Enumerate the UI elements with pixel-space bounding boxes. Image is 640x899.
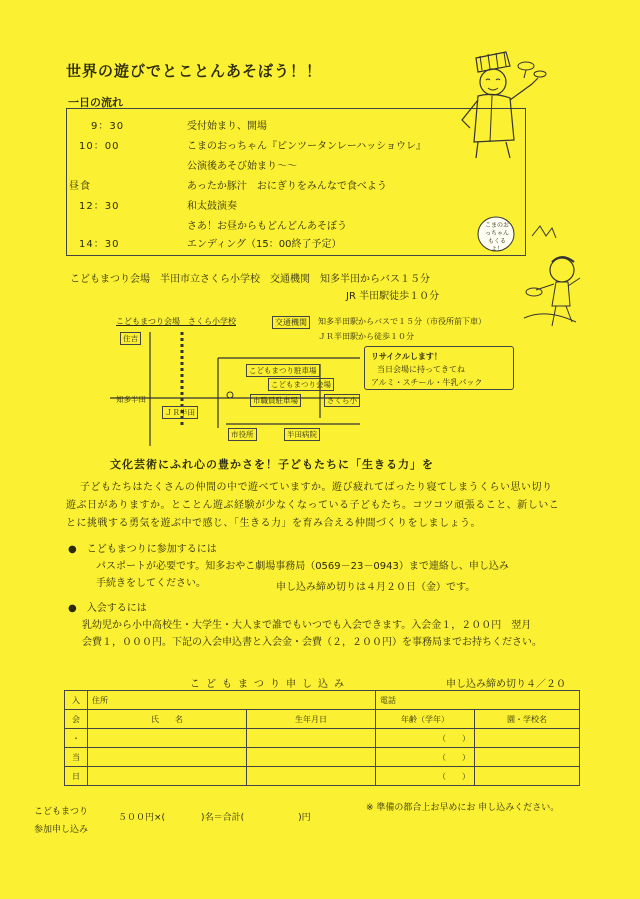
intro-line-3: とに挑戦する勇気を遊ぶ中で感じ、「生きる力」を育み合える仲間づくりをしましょう。: [66, 518, 481, 529]
map-title: こどもまつり会場 さくら小学校: [116, 317, 236, 326]
schedule-row: 12：30 和太鼓演奏: [79, 201, 237, 212]
birth-header: 生年月日: [247, 710, 376, 729]
schedule-row: 公演後あそび始まり～～: [187, 161, 297, 172]
participate-deadline: 申し込み締め切りは４月２０日（金）です。: [276, 582, 476, 593]
form-row-header: [65, 710, 580, 729]
footer-calc: ５００円×( )名＝合計( )円: [118, 813, 311, 823]
join-line-2: 会費１，０００円。下記の入会申込書と入会金・会費（２，２００円）を事務局までお持ちください。: [82, 637, 542, 648]
footer-note: ※ 準備の都合上お早めにお 申し込みください。: [366, 803, 560, 813]
age-field[interactable]: （ ）: [376, 729, 475, 748]
recycle-line-2: 当日会場に持ってきてね: [377, 365, 465, 374]
participate-heading: ● こどもまつりに参加するには: [68, 544, 217, 555]
bullet-icon: ●: [68, 603, 87, 614]
map-staff-parking: 市職員駐車場: [250, 394, 301, 407]
recycle-line-3: アルミ・スチール・牛乳パック: [371, 378, 483, 387]
form-side-4: 当: [65, 748, 88, 767]
name-field[interactable]: [88, 748, 247, 767]
form-side-5: 日: [65, 767, 88, 786]
name-field[interactable]: [88, 767, 247, 786]
map-venue: こどもまつり会場: [268, 378, 334, 391]
schedule-label: 一日の流れ: [68, 96, 123, 109]
headline: 文化芸術にふれ心の豊かさを！子どもたちに「生きる力」を: [110, 458, 434, 471]
kid-illustration: [516, 222, 586, 332]
participate-line-2: 手続きをしてください。: [96, 578, 206, 589]
map-city-hall: 市役所: [228, 428, 257, 441]
footer-label-1: こどもまつり: [34, 807, 89, 817]
form-entry-row: [65, 748, 580, 767]
birth-field[interactable]: [247, 748, 376, 767]
recycle-line-1: リサイクルします！: [371, 352, 442, 361]
form-side-1: 入: [65, 691, 88, 710]
birth-field[interactable]: [247, 729, 376, 748]
name-field[interactable]: [88, 729, 247, 748]
intro-line-2: 遊ぶ日がありますか。とことん遊ぶ経験が少なくなっている子どもたち。コツコツ頑張ること、新しいこ: [66, 500, 560, 511]
school-field[interactable]: [475, 767, 580, 786]
map-traffic-label: 交通機関: [272, 316, 310, 329]
address-field[interactable]: 住所: [88, 691, 376, 710]
map-parking: こどもまつり駐車場: [246, 364, 320, 377]
koma-man-illustration: [448, 44, 548, 162]
map-sumiyoshi: 住吉: [120, 332, 141, 345]
join-line-1: 乳幼児から小中高校生・大学生・大人まで誰でもいつでも入会できます。入会金１，２００円 翌月: [82, 620, 532, 631]
schedule-row: 9：30 受付始まり、開場: [91, 121, 267, 132]
form-title: こどもまつり申し込み: [190, 679, 350, 690]
map-bus-info: 知多半田駅からバスで１５分（市役所前下車）: [318, 317, 486, 326]
form-side-2: 会: [65, 710, 88, 729]
map-sakura: さくら小: [324, 394, 360, 407]
age-header: 年齢（学年）: [376, 710, 475, 729]
recycle-box: [364, 346, 514, 390]
schedule-row: 10：00 こまのおっちゃん『ピンツータンレーハッショウレ』: [79, 141, 427, 152]
map-walk-info: ＪＲ半田駅から徒歩１０分: [318, 332, 414, 341]
birth-field[interactable]: [247, 767, 376, 786]
form-side-3: ・: [65, 729, 88, 748]
age-field[interactable]: （ ）: [376, 767, 475, 786]
application-form: [64, 690, 580, 786]
age-field[interactable]: （ ）: [376, 748, 475, 767]
form-entry-row: [65, 767, 580, 786]
school-field[interactable]: [475, 729, 580, 748]
intro-line-1: 子どもたちはたくさんの仲間の中で遊べていますか。遊び疲れてばったり寝てしまうくらい思い切り: [80, 482, 553, 493]
footer-label-2: 参加申し込み: [34, 825, 89, 835]
schedule-row: さあ！お昼からもどんどんあそぼう: [187, 221, 347, 232]
venue-line-2: JR 半田駅徒歩１０分: [346, 291, 440, 302]
form-row-address: [65, 691, 580, 710]
phone-field[interactable]: 電話: [376, 691, 580, 710]
page-title: 世界の遊びでとことんあそぼう！！: [66, 62, 323, 80]
participate-line-1: パスポートが必要です。知多おやこ劇場事務局（0569－23－0943）まで連絡し、申し込み: [96, 561, 509, 572]
schedule-row: 昼食 あったか豚汁 おにぎりをみんなで食べよう: [69, 181, 387, 192]
name-header: 氏 名: [88, 710, 247, 729]
join-heading: ● 入会するには: [68, 603, 147, 614]
school-field[interactable]: [475, 748, 580, 767]
schedule-row: 14：30 エンディング（15：00終了予定）: [79, 239, 342, 250]
speech-bubble-text: こまのおっちゃんもくるよ！: [484, 222, 509, 253]
venue-line-1: こどもまつり会場 半田市立さくら小学校 交通機関 知多半田からバス１５分: [70, 274, 430, 285]
map-jr-handa: ＪＲ半田: [162, 406, 198, 419]
bullet-icon: ●: [68, 544, 87, 555]
school-header: 園・学校名: [475, 710, 580, 729]
form-entry-row: [65, 729, 580, 748]
map-hospital: 半田病院: [284, 428, 320, 441]
form-deadline: 申し込み締め切り４／２０: [446, 679, 566, 690]
map-chitahanda: 知多半田: [116, 395, 146, 404]
